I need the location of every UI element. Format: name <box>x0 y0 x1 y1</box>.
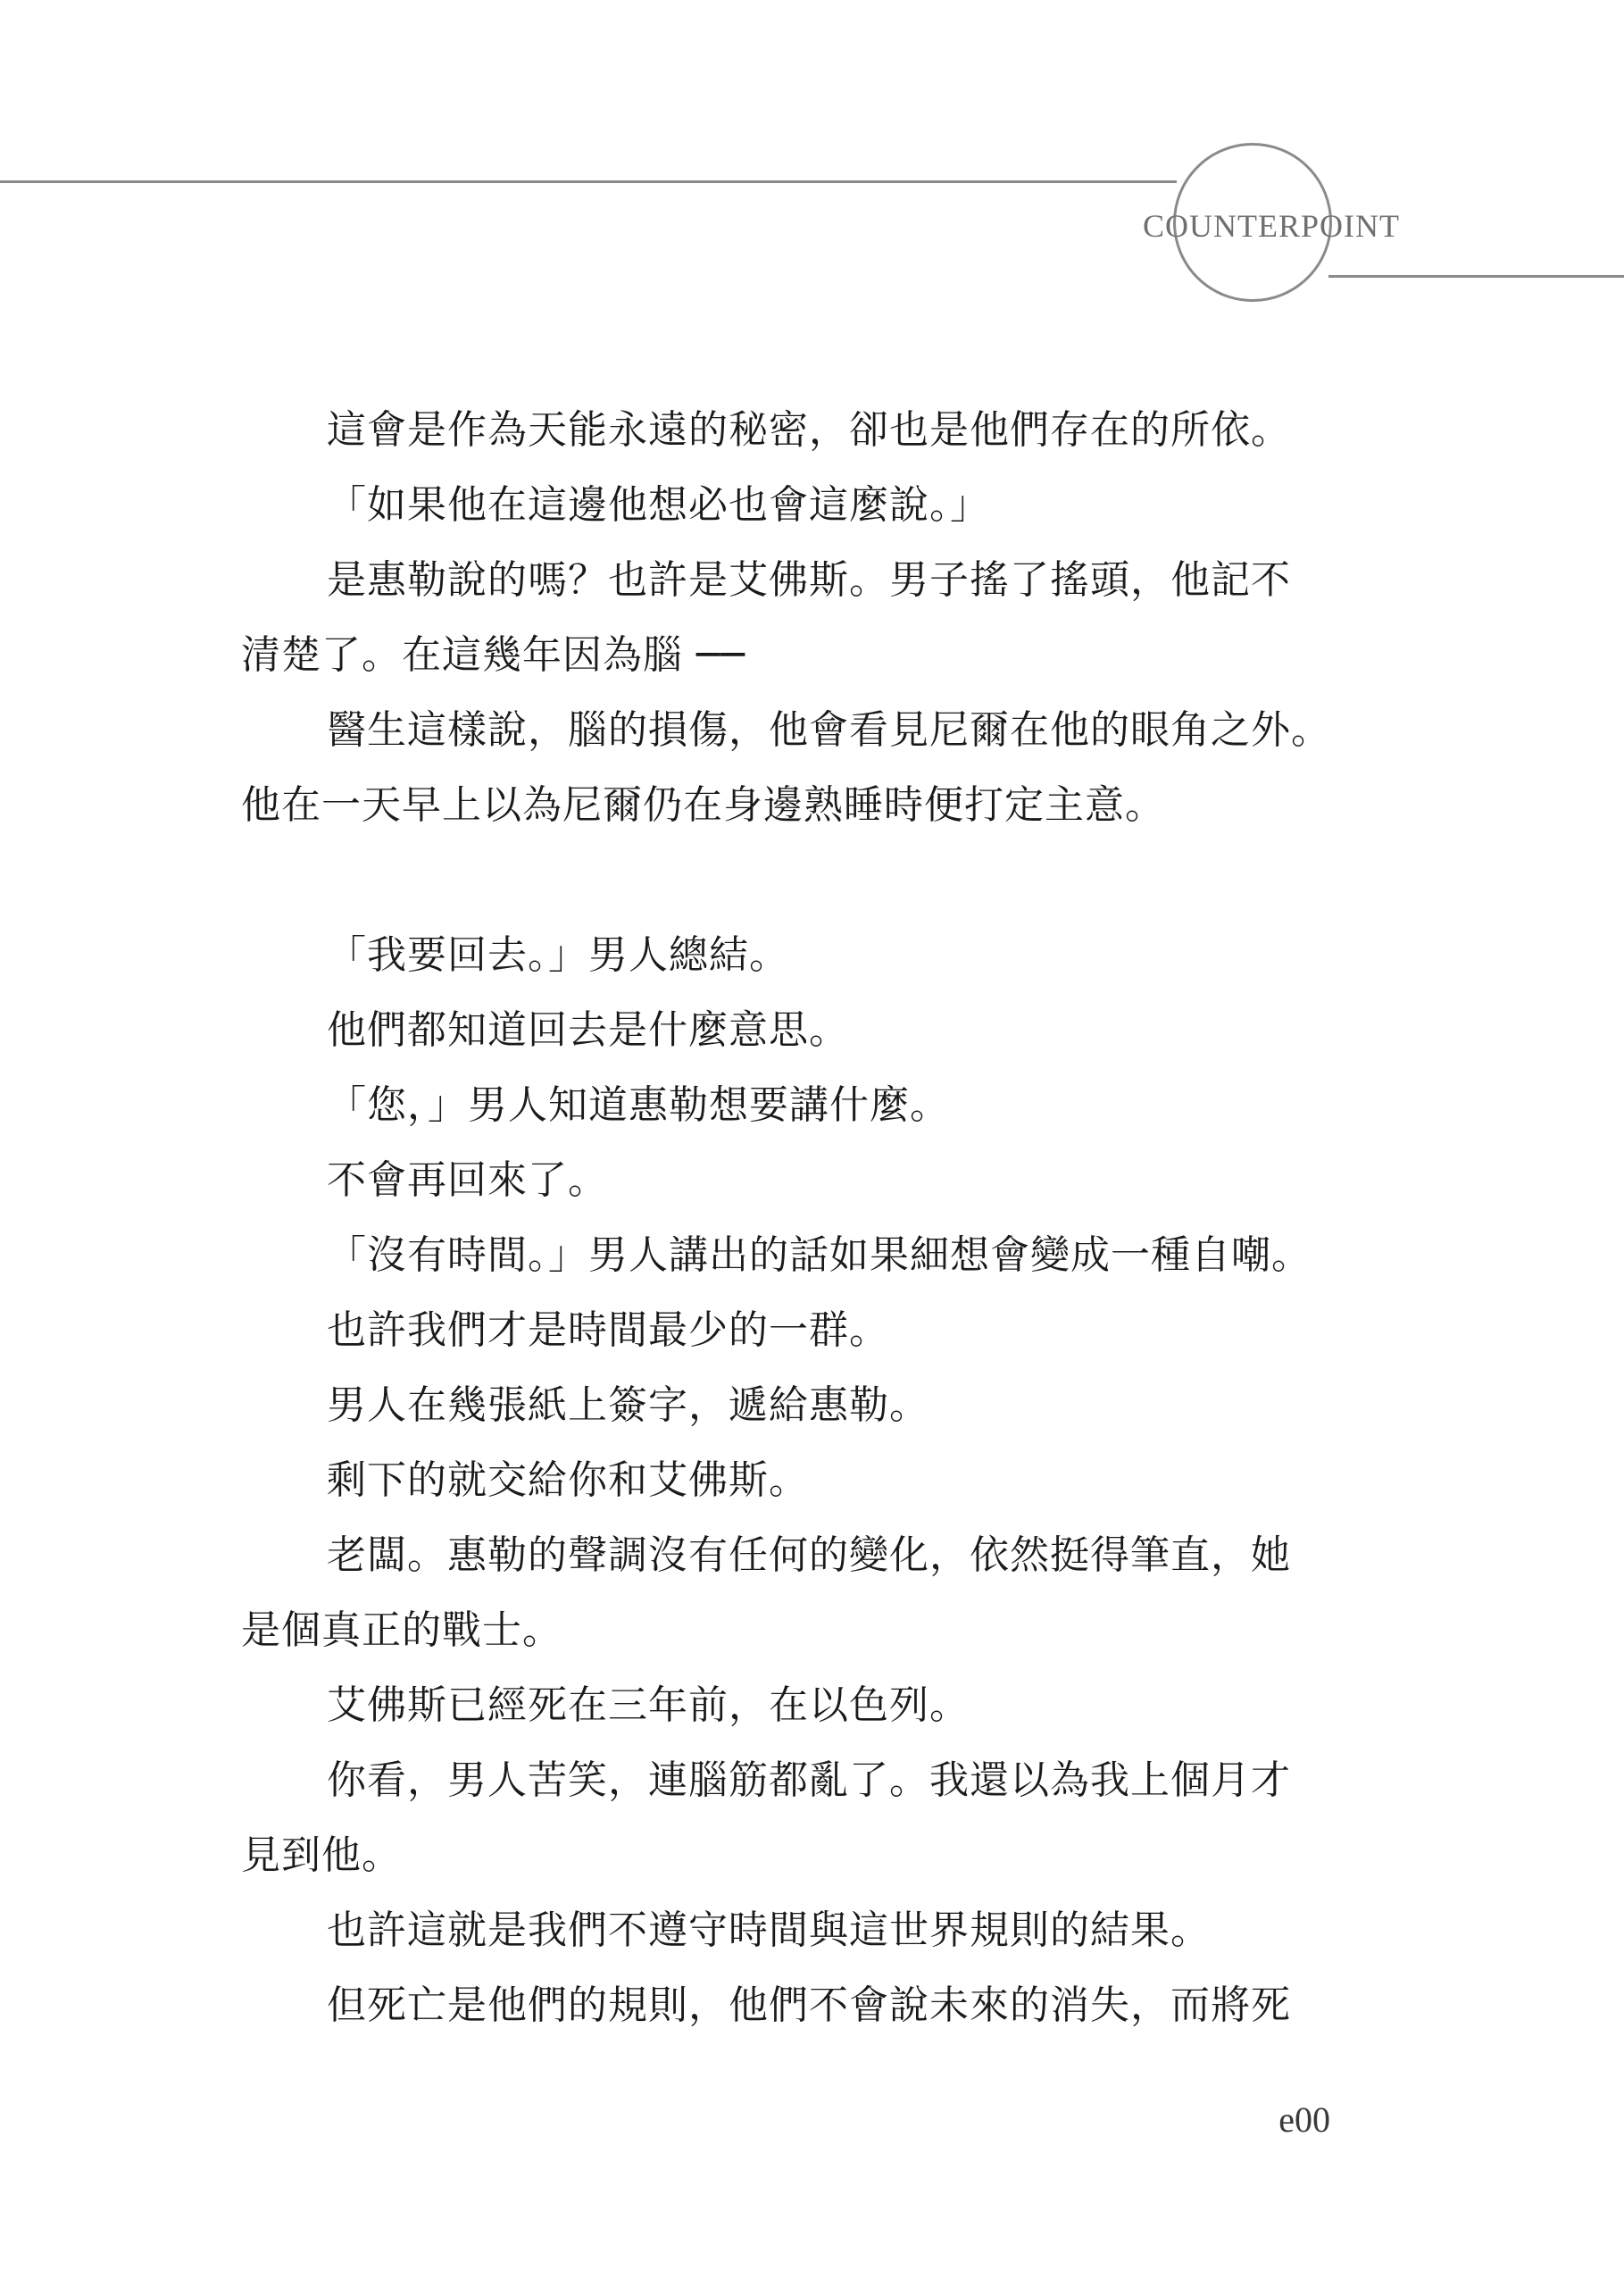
text-line: 但死亡是他們的規則，他們不會說未來的消失，而將死 <box>327 1983 1291 2028</box>
text-line: 見到他。 <box>241 1832 402 1878</box>
page-number: e00 <box>1278 2100 1330 2140</box>
text-line: 是個真正的戰士。 <box>241 1607 562 1653</box>
text-line: 「您，」男人知道惠勒想要講什麼。 <box>327 1082 950 1128</box>
text-line: 不會再回來了。 <box>327 1157 608 1203</box>
blank-line <box>241 843 1330 918</box>
body-text <box>241 393 1330 2043</box>
text-line: 「沒有時間。」男人講出的話如果細想會變成一種自嘲。 <box>327 1232 1312 1278</box>
text-line: 也許我們才是時間最少的一群。 <box>327 1307 889 1353</box>
text-line: 「我要回去。」男人總結。 <box>327 932 789 978</box>
text-line: 剩下的就交給你和艾佛斯。 <box>327 1457 809 1503</box>
text-line: 「如果他在這邊他想必也會這麼說。」 <box>327 482 990 528</box>
text-line: 男人在幾張紙上簽字，遞給惠勒。 <box>327 1382 929 1428</box>
text-line: 醫生這樣說，腦的損傷，他會看見尼爾在他的眼角之外。 <box>327 707 1331 753</box>
header-rule-left <box>0 180 1177 183</box>
text-line: 也許這就是我們不遵守時間與這世界規則的結果。 <box>327 1908 1211 1953</box>
text-line: 是惠勒說的嗎？也許是艾佛斯。男子搖了搖頭，他記不 <box>327 557 1291 603</box>
text-line: 這會是作為天能永遠的秘密，卻也是他們存在的所依。 <box>327 407 1291 453</box>
text-line: 清楚了。在這幾年因為腦 ── <box>241 632 745 678</box>
text-line: 老闆。惠勒的聲調沒有任何的變化，依然挺得筆直，她 <box>327 1532 1291 1578</box>
text-line: 他在一天早上以為尼爾仍在身邊熟睡時便打定主意。 <box>241 782 1165 828</box>
text-line: 你看，男人苦笑，連腦筋都亂了。我還以為我上個月才 <box>327 1757 1291 1803</box>
text-line: 他們都知道回去是什麼意思。 <box>327 1007 849 1053</box>
text-line: 艾佛斯已經死在三年前，在以色列。 <box>327 1682 970 1728</box>
running-header-title: COUNTERPOINT <box>1143 208 1400 244</box>
header-rule-right <box>1328 275 1624 278</box>
